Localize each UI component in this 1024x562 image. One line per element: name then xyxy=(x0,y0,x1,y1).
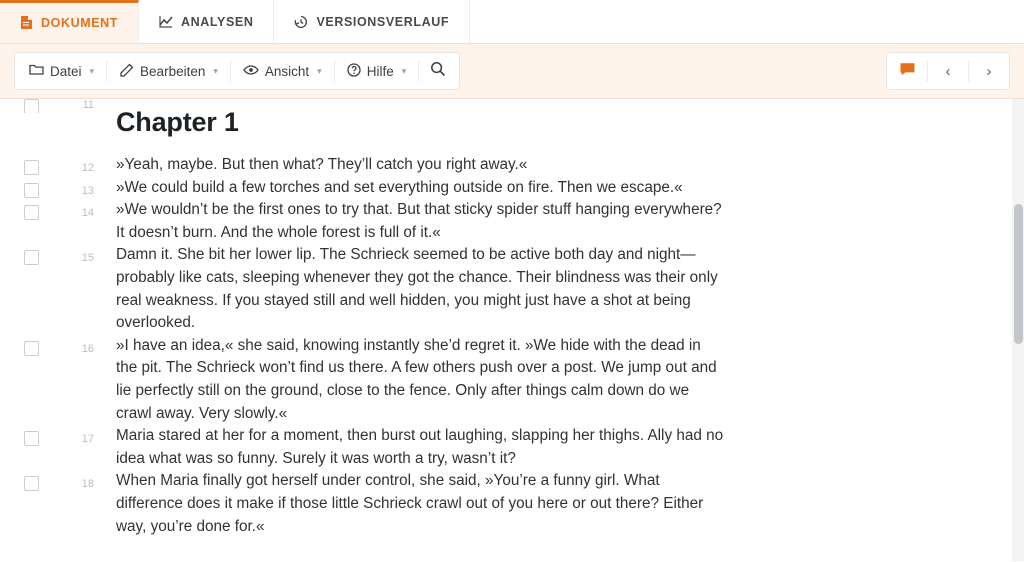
row-checkbox-cell xyxy=(0,244,62,265)
line-number: 17 xyxy=(81,433,94,446)
tab-dokument[interactable] xyxy=(0,0,139,43)
comment-button[interactable] xyxy=(887,53,927,89)
tab-versionsverlauf-label: VERSIONSVERLAUF xyxy=(316,14,450,29)
menu-item-hilfe-label: Hilfe xyxy=(366,63,394,79)
table-row[interactable] xyxy=(0,177,1024,200)
tab-analysen-label: ANALYSEN xyxy=(181,14,254,29)
table-row[interactable] xyxy=(0,154,1024,177)
pencil-icon xyxy=(119,63,134,80)
row-checkbox[interactable] xyxy=(24,250,39,265)
menu-item-ansicht-label: Ansicht xyxy=(264,63,310,79)
row-checkbox-cell xyxy=(0,425,62,446)
tab-bar xyxy=(0,0,1024,44)
search-button[interactable] xyxy=(419,54,457,88)
chevron-down-icon: ▾ xyxy=(213,65,218,76)
document-canvas[interactable] xyxy=(0,99,1024,561)
scrollbar-thumb[interactable] xyxy=(1014,204,1023,344)
line-number: 18 xyxy=(81,478,94,491)
menu-item-bearbeiten[interactable] xyxy=(107,54,230,88)
table-row[interactable] xyxy=(0,244,1024,334)
comment-icon xyxy=(899,61,916,81)
chapter-heading-cell xyxy=(94,107,1024,154)
menu-item-datei[interactable] xyxy=(17,54,106,88)
paragraph-text[interactable]: When Maria finally got herself under control, she said, »You’re a funny girl. What difference does it make if those little Schrieck crawl out of you here or out there? Either way, you’re done for.« xyxy=(116,472,704,535)
chart-icon xyxy=(159,15,173,28)
menu-item-hilfe[interactable] xyxy=(335,54,419,88)
table-row[interactable] xyxy=(0,425,1024,470)
next-comment-button[interactable]: › xyxy=(986,62,992,80)
row-checkbox[interactable] xyxy=(24,160,39,175)
paragraph-text[interactable]: »We wouldn’t be the first ones to try that. But that sticky spider stuff hanging everywhere? It doesn’t burn. And the whole forest is full of it.« xyxy=(116,201,722,241)
row-checkbox-cell xyxy=(0,107,62,113)
line-number: 12 xyxy=(81,162,94,174)
comment-navigation xyxy=(886,52,1010,90)
search-icon xyxy=(430,61,446,82)
line-number: 13 xyxy=(81,184,94,197)
paragraph-text[interactable]: »We could build a few torches and set everything outside on fire. Then we escape.« xyxy=(116,178,683,196)
row-checkbox[interactable] xyxy=(24,183,39,198)
page-title: Chapter 1 xyxy=(116,107,239,137)
document-icon xyxy=(20,15,33,30)
row-checkbox-cell xyxy=(0,177,62,198)
menu-item-datei-label: Datei xyxy=(50,63,82,79)
row-checkbox[interactable] xyxy=(24,205,39,220)
line-number: 14 xyxy=(81,207,94,220)
eye-icon xyxy=(243,64,259,79)
vertical-scrollbar[interactable] xyxy=(1012,99,1024,561)
menu-bar xyxy=(14,52,460,90)
tab-dokument-label: DOKUMENT xyxy=(41,15,119,30)
line-number: 16 xyxy=(81,342,94,355)
folder-icon xyxy=(29,63,44,79)
chevron-down-icon: ▾ xyxy=(401,65,407,76)
help-icon xyxy=(347,63,361,80)
table-row[interactable] xyxy=(0,199,1024,244)
line-number: 11 xyxy=(82,99,94,111)
chevron-down-icon: ▾ xyxy=(89,65,95,76)
row-checkbox[interactable] xyxy=(24,341,39,356)
line-number xyxy=(62,107,94,115)
line-number: 15 xyxy=(81,252,94,265)
row-checkbox[interactable] xyxy=(24,431,39,446)
row-checkbox[interactable] xyxy=(24,476,39,491)
table-row[interactable] xyxy=(0,470,1024,538)
chevron-down-icon: ▾ xyxy=(317,65,322,76)
table-row[interactable] xyxy=(0,335,1024,425)
paragraph-text[interactable]: Maria stared at her for a moment, then burst out laughing, slapping her thighs. Ally had no idea what was so funny. Surely it was worth a try, wasn’t it? xyxy=(116,427,724,467)
row-checkbox-cell xyxy=(0,154,62,175)
paragraph-text[interactable]: »I have an idea,« she said, knowing instantly she’d regret it. »We hide with the dead in the pit. The Schrieck won’t find us there. A few others push over a post. We jump out and lie perfectly still on the ground, close to the fence. Only after things calm down do we crawl away. Very slowly.« xyxy=(116,336,717,422)
document-content xyxy=(0,99,1024,538)
tab-analysen[interactable] xyxy=(139,0,274,43)
row-checkbox-cell xyxy=(0,470,62,491)
toolbar xyxy=(0,44,1024,99)
row-checkbox-cell xyxy=(0,199,62,220)
previous-comment-button[interactable]: ‹ xyxy=(945,62,951,80)
paragraph-text[interactable]: Damn it. She bit her lower lip. The Schrieck seemed to be active both day and night—probably like cats, sleeping whenever they got the chance. Their blindness was their only real weakness. If you stayed still and well hidden, you might just have a shot at being overlooked. xyxy=(116,246,718,332)
menu-item-ansicht[interactable] xyxy=(231,54,334,88)
row-checkbox-cell xyxy=(0,335,62,356)
chapter-heading-row xyxy=(0,107,1024,154)
history-icon xyxy=(294,15,308,29)
paragraph-text[interactable]: »Yeah, maybe. But then what? They’ll catch you right away.« xyxy=(116,156,528,173)
tab-versionsverlauf[interactable] xyxy=(274,0,470,43)
menu-item-bearbeiten-label: Bearbeiten xyxy=(140,63,206,79)
